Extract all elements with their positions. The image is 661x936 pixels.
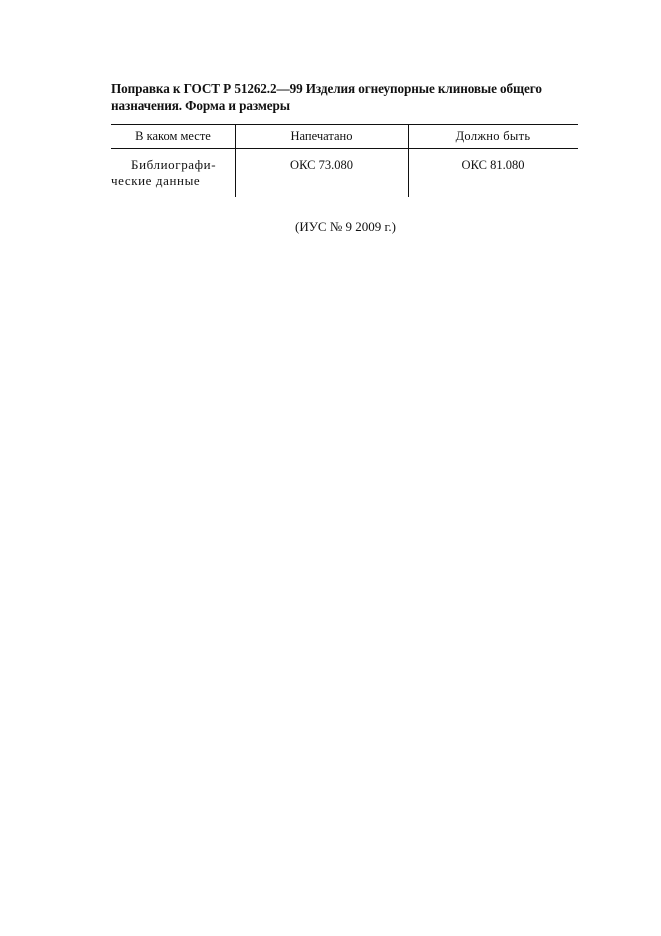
header-printed: Напечатано: [290, 129, 353, 143]
header-location: В каком месте: [135, 129, 211, 143]
cell-should-be: ОКС 81.080: [461, 158, 525, 172]
table-header-rule: [111, 148, 578, 149]
cell-location-line1: Библиографи-: [131, 157, 217, 172]
document-title: Поправка к ГОСТ Р 51262.2—99 Изделия огнеупорные клиновые общего назначения. Форма и размеры: [111, 81, 542, 113]
cell-location-line2: ческие данные: [111, 173, 201, 188]
source-reference: (ИУС № 9 2009 г.): [295, 219, 396, 234]
table-top-rule: [111, 124, 578, 125]
header-should-be: Должно быть: [455, 129, 531, 143]
cell-printed: ОКС 73.080: [290, 158, 353, 172]
cell-location: [111, 157, 235, 189]
